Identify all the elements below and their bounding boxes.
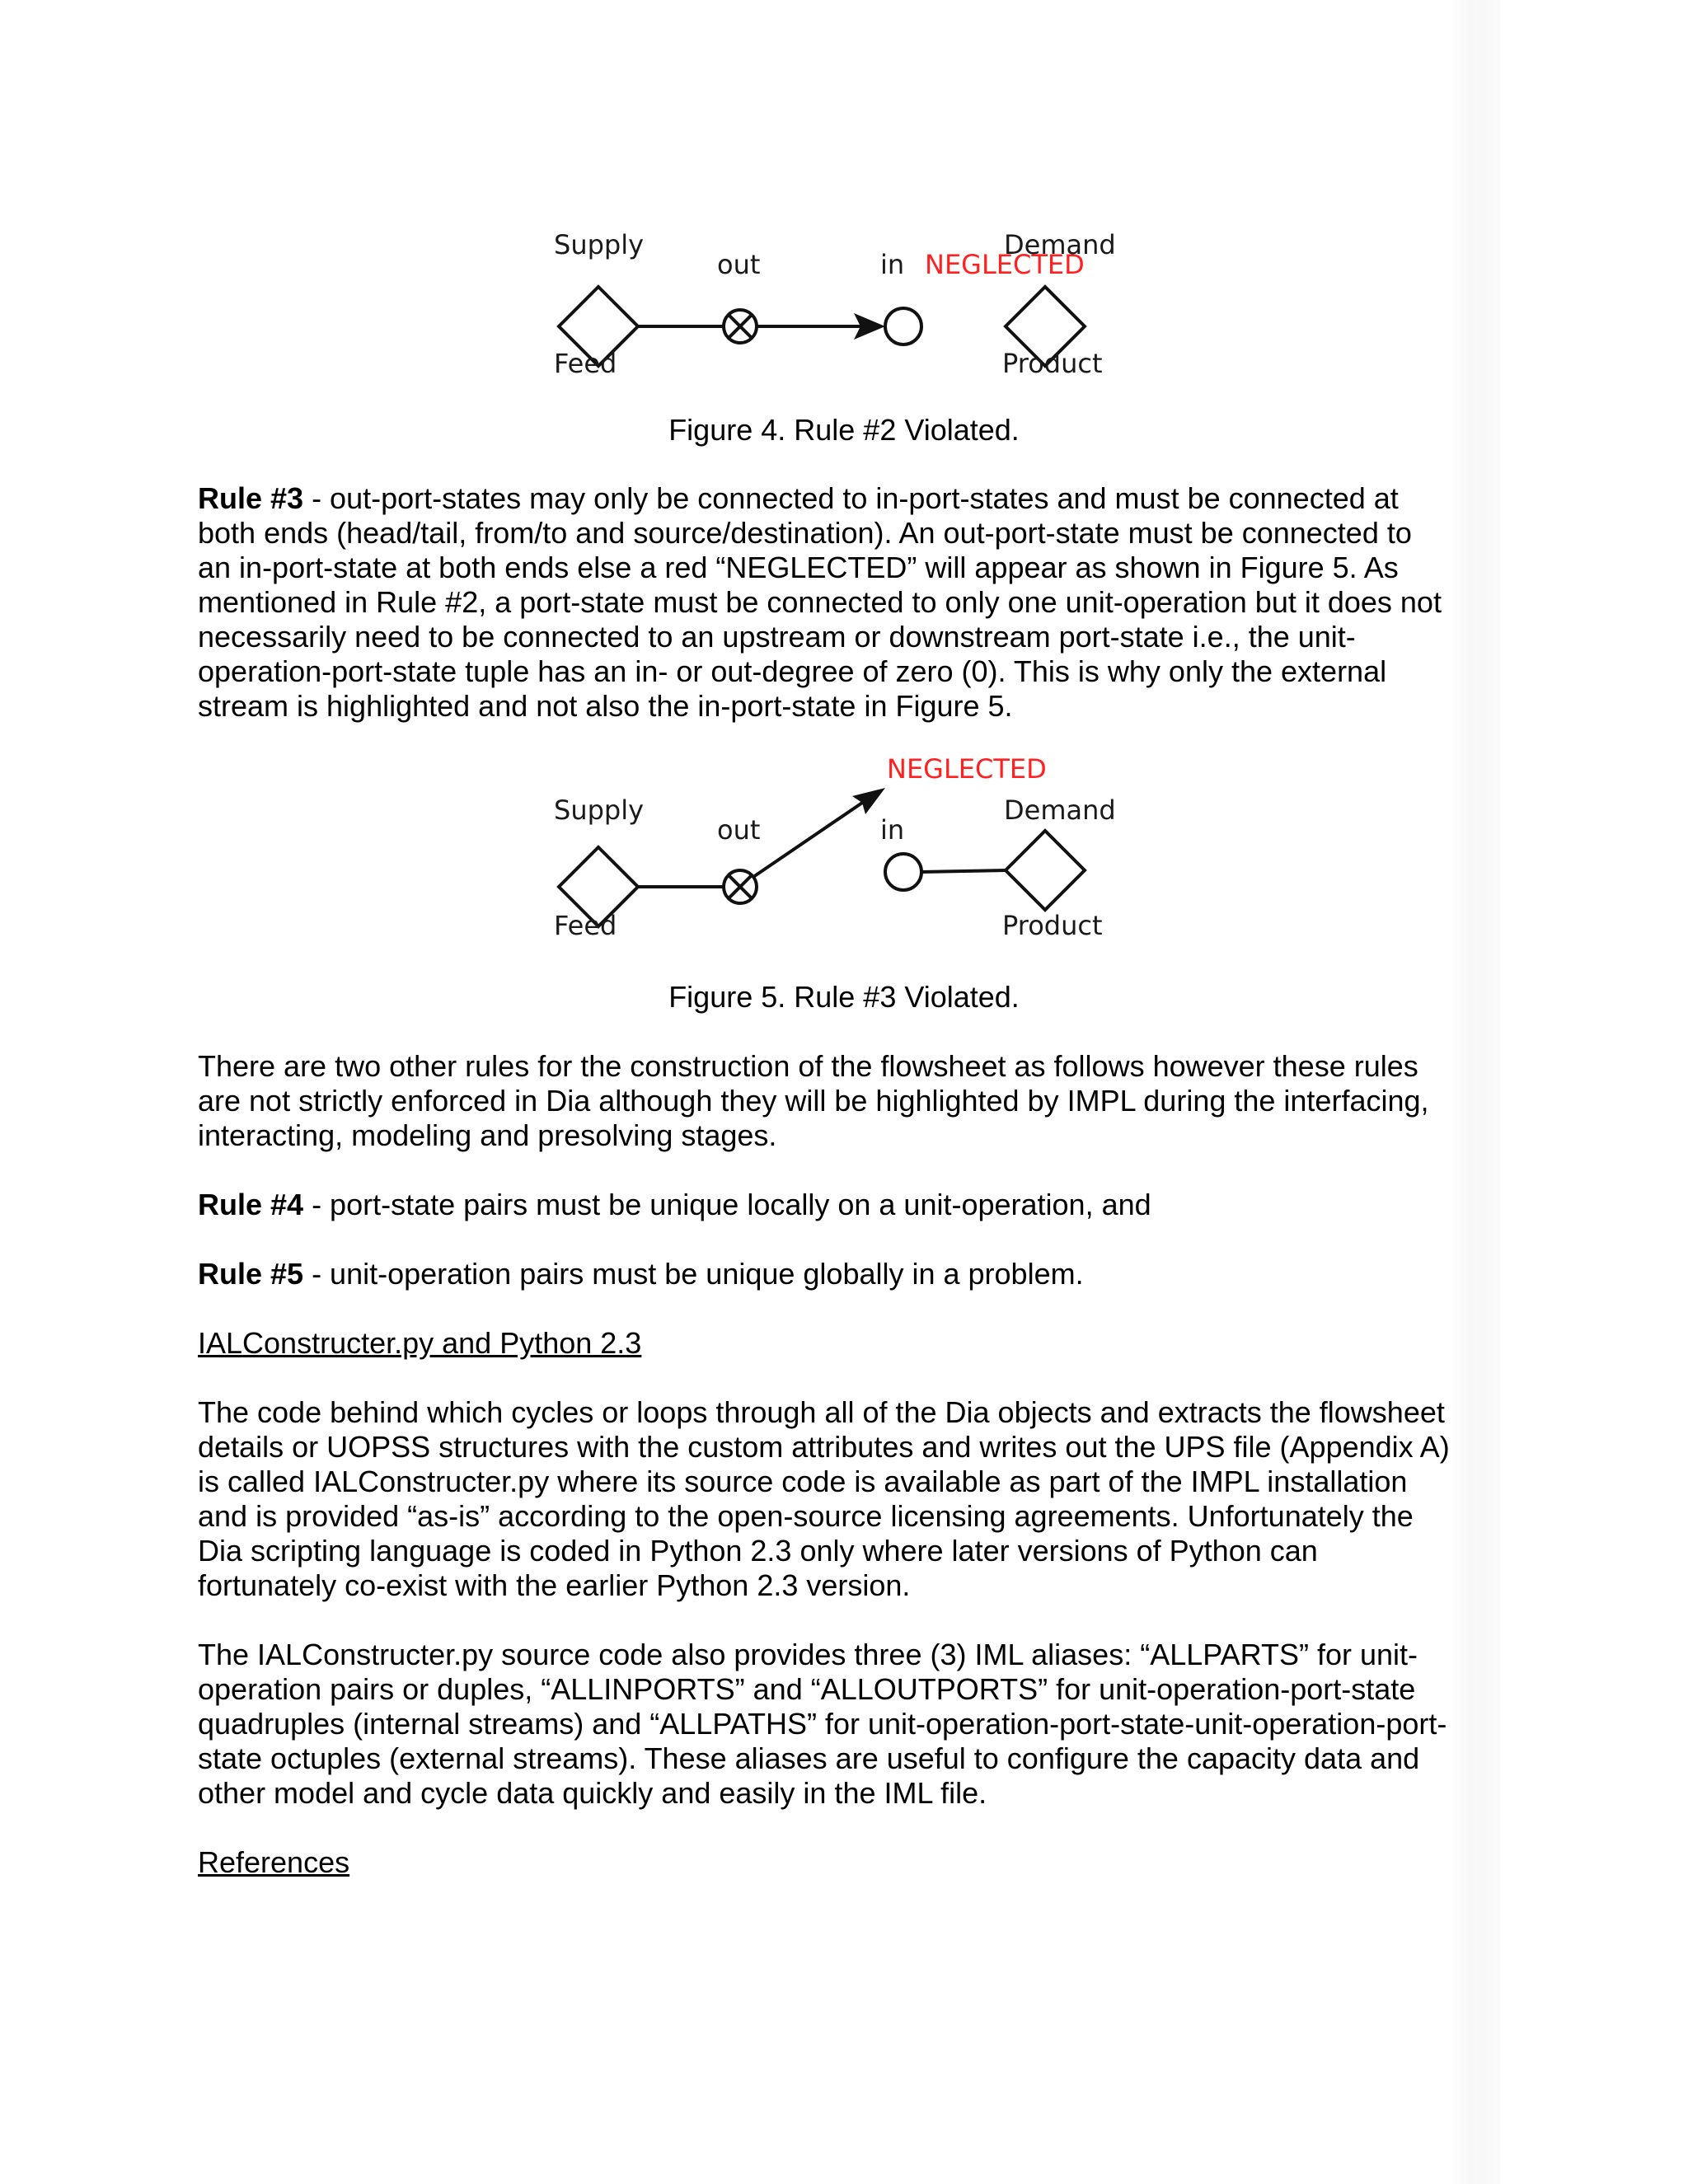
rule-4-title: Rule #4 [198, 1188, 304, 1221]
paragraph-line: The code behind which cycles or loops through all of the Dia objects and extracts the flowsheet [198, 1395, 1445, 1429]
figure-5-diagram [0, 750, 1688, 956]
paragraph-line: quadruples (internal streams) and “ALLPATHS” for unit-operation-port-state-unit-operation-port- [198, 1707, 1447, 1741]
ialconstructer-paragraph-2 [198, 1638, 1500, 1811]
dangling-external-stream-arrow [753, 799, 867, 877]
paragraph-line: operation pairs or duples, “ALLINPORTS” and “ALLOUTPORTS” for unit-operation-port-state [198, 1672, 1416, 1706]
internal-stream-line [921, 870, 1007, 872]
figure-4-diagram [0, 223, 1688, 396]
other-rules-paragraph [198, 1049, 1500, 1153]
rule-3-line: operation-port-state tuple has an in- or out-degree of zero (0). This is why only the external [198, 654, 1387, 688]
demand-product-diamond [1006, 831, 1085, 910]
demand-label: Demand [1004, 794, 1116, 826]
supply-label: Supply [554, 794, 645, 826]
rule-3-line: necessarily need to be connected to an upstream or downstream port-state i.e., the unit- [198, 620, 1356, 654]
paragraph-line: interacting, modeling and presolving stages. [198, 1118, 777, 1152]
rule-3-line: - out-port-states may only be connected to in-port-states and must be connected at [303, 481, 1399, 515]
paragraph-line: are not strictly enforced in Dia although they will be highlighted by IMPL during the interfacing, [198, 1084, 1429, 1118]
out-label: out [717, 814, 761, 846]
rule-4-paragraph [198, 1188, 1500, 1222]
rule-5-paragraph [198, 1257, 1500, 1291]
section-heading-references: References [198, 1845, 350, 1879]
neglected-label: NEGLECTED [925, 249, 1085, 280]
section-heading-ialconstructer: IALConstructer.py and Python 2.3 [198, 1326, 642, 1360]
feed-label: Feed [554, 348, 617, 379]
in-port-state-icon [885, 308, 921, 344]
figure-5-caption: Figure 5. Rule #3 Violated. [668, 980, 1020, 1014]
paragraph-line: is called IALConstructer.py where its source code is available as part of the IMPL installation [198, 1465, 1408, 1498]
rule-3-title: Rule #3 [198, 481, 304, 515]
rule-3-line: mentioned in Rule #2, a port-state must be connected to only one unit-operation but it does not [198, 585, 1442, 619]
paragraph-line: other model and cycle data quickly and easily in the IML file. [198, 1776, 987, 1810]
rule-5-text: - unit-operation pairs must be unique globally in a problem. [303, 1257, 1084, 1291]
paragraph-line: state octuples (external streams). These aliases are useful to configure the capacity data and [198, 1741, 1420, 1775]
feed-label: Feed [554, 910, 617, 941]
in-label: in [880, 249, 905, 280]
figure-4-caption: Figure 4. Rule #2 Violated. [668, 413, 1020, 447]
rule-3-line: an in-port-state at both ends else a red “NEGLECTED” will appear as shown in Figure 5. As [198, 551, 1399, 584]
rule-3-line: stream is highlighted and not also the in-port-state in Figure 5. [198, 689, 1013, 723]
paragraph-line: and is provided “as-is” according to the open-source licensing agreements. Unfortunately the [198, 1499, 1414, 1533]
out-label: out [717, 249, 761, 280]
paragraph-line: details or UOPSS structures with the custom attributes and writes out the UPS file (Appendix A) [198, 1430, 1450, 1464]
product-label: Product [1002, 348, 1103, 379]
in-label: in [880, 814, 905, 846]
neglected-label: NEGLECTED [887, 753, 1047, 785]
demand-label: Demand [1004, 229, 1116, 260]
ialconstructer-paragraph-1 [198, 1395, 1500, 1603]
paragraph-line: Dia scripting language is coded in Python 2.3 only where later versions of Python can [198, 1534, 1318, 1568]
supply-label: Supply [554, 229, 645, 260]
rule-4-text: - port-state pairs must be unique locally on a unit-operation, and [303, 1188, 1151, 1221]
in-port-state-icon [885, 854, 921, 890]
rule-5-title: Rule #5 [198, 1257, 304, 1291]
paragraph-line: The IALConstructer.py source code also provides three (3) IML aliases: “ALLPARTS” for unit- [198, 1638, 1418, 1671]
rule-3-paragraph [198, 481, 1500, 724]
product-label: Product [1002, 910, 1103, 941]
paragraph-line: fortunately co-exist with the earlier Python 2.3 version. [198, 1568, 911, 1602]
paragraph-line: There are two other rules for the construction of the flowsheet as follows however these rules [198, 1049, 1418, 1083]
rule-3-line: both ends (head/tail, from/to and source/destination). An out-port-state must be connected to [198, 516, 1412, 550]
